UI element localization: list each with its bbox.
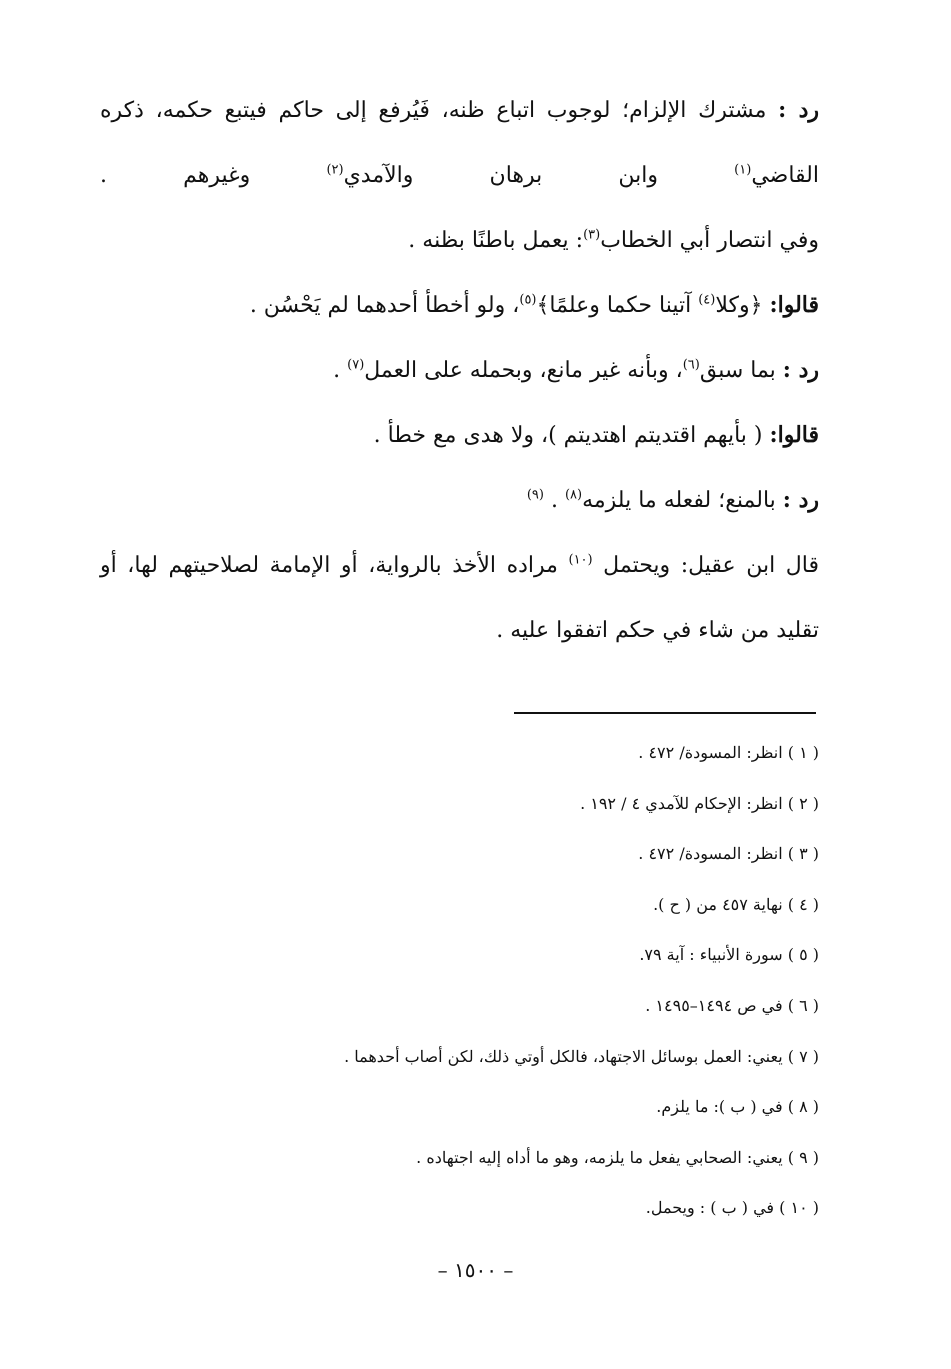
footnote-item: ( ٤ ) نهاية ٤٥٧ من ( ح ).	[653, 894, 819, 914]
footnote-item: ( ٥ ) سورة الأنبياء : آية ٧٩.	[639, 945, 819, 965]
paragraph-text: ، وبأنه غير مانع، وبحمله على العمل	[364, 358, 683, 383]
paragraph-text: بما سبق	[699, 358, 783, 383]
footnote-item: ( ٢ ) انظر: الإحكام للآمدي ٤ / ١٩٢ .	[580, 793, 819, 813]
main-text	[100, 78, 819, 663]
paragraph-text: ، ولو أخطأ أحدهما لم يَحْسُن .	[249, 293, 520, 318]
page-number: – ١٥٠٠ –	[437, 1258, 514, 1282]
footnote-ref: (٤)	[698, 292, 716, 308]
footnote-ref: (٦)	[682, 357, 700, 373]
footnote-ref: (٨)	[564, 487, 583, 503]
footnote-item: ( ٦ ) في ص ١٤٩٤–١٤٩٥ .	[645, 995, 819, 1015]
footnote-item: ( ٩ ) يعني: الصحابي يفعل ما يلزمه، وهو ما أداه إليه اجتهاده .	[416, 1147, 819, 1167]
paragraph-text: وابن برهان والآمدي	[343, 163, 735, 188]
paragraph-text: ﴿وكلا	[715, 293, 770, 318]
paragraph-text: مراده الأخذ بالرواية، أو الإمامة لصلاحيتهم لها، أو تقليد من شاء في حكم اتفقوا عليه .	[100, 553, 819, 643]
paragraph-7	[100, 533, 819, 663]
footnote-item: ( ٧ ) يعني: العمل بوسائل الاجتهاد، فالكل أوتي ذلك، لكن أصاب أحدهما .	[344, 1046, 819, 1066]
footnote-ref: (١)	[734, 162, 752, 178]
paragraph-lead: قالوا:	[769, 422, 819, 448]
paragraph-text: بالمنع؛ لفعله ما يلزمه	[582, 488, 783, 513]
paragraph-3	[100, 273, 819, 338]
footnote-ref: (١٠)	[568, 552, 593, 568]
paragraph-6	[100, 468, 819, 533]
paragraph-2	[100, 208, 819, 273]
paragraph-lead: رد :	[778, 97, 820, 123]
paragraph-4	[100, 338, 819, 403]
paragraph-text: : يعمل باطنًا بظنه .	[408, 228, 584, 253]
paragraph-lead: قالوا:	[769, 292, 819, 318]
paragraph-1	[100, 78, 819, 208]
footnote-ref: (٢)	[326, 162, 344, 178]
paragraph-text: قال ابن عقيل: ويحتمل	[592, 553, 819, 578]
footnote-ref: (٥)	[519, 292, 537, 308]
paragraph-text: ( بأيهم اقتديتم اهتديتم )، ولا هدى مع خطأ .	[373, 423, 770, 448]
paragraph-text: .	[333, 358, 348, 383]
paragraph-text: آتينا حكما وعلمًا﴾	[536, 293, 699, 318]
footnote-item: ( ٨ ) في ( ب ): ما يلزم.	[656, 1097, 819, 1117]
footnote-item: ( ٣ ) انظر: المسودة/ ٤٧٢ .	[638, 844, 819, 864]
paragraph-text: .	[543, 488, 565, 513]
paragraph-text: وغيرهم .	[100, 163, 327, 188]
paragraph-text: وفي انتصار أبي الخطاب	[600, 228, 819, 253]
footnote-ref: (٣)	[583, 227, 601, 243]
footnote-ref: (٧)	[347, 357, 365, 373]
paragraph-5	[100, 403, 819, 468]
paragraph-lead: رد :	[782, 357, 819, 383]
paragraph-text: مشترك الإلزام؛ لوجوب اتباع ظنه، فَيُرفع إلى حاكم فيتبع حكمه، ذكره القاضي	[100, 98, 819, 188]
footnote-ref: (٩)	[526, 487, 544, 503]
footnote-divider	[514, 712, 816, 714]
paragraph-lead: رد :	[782, 487, 819, 513]
footnotes	[100, 728, 819, 1234]
footnote-item: ( ١٠ ) في ( ب ) : ويحمل.	[645, 1198, 819, 1218]
footnote-item: ( ١ ) انظر: المسودة/ ٤٧٢ .	[638, 743, 819, 762]
